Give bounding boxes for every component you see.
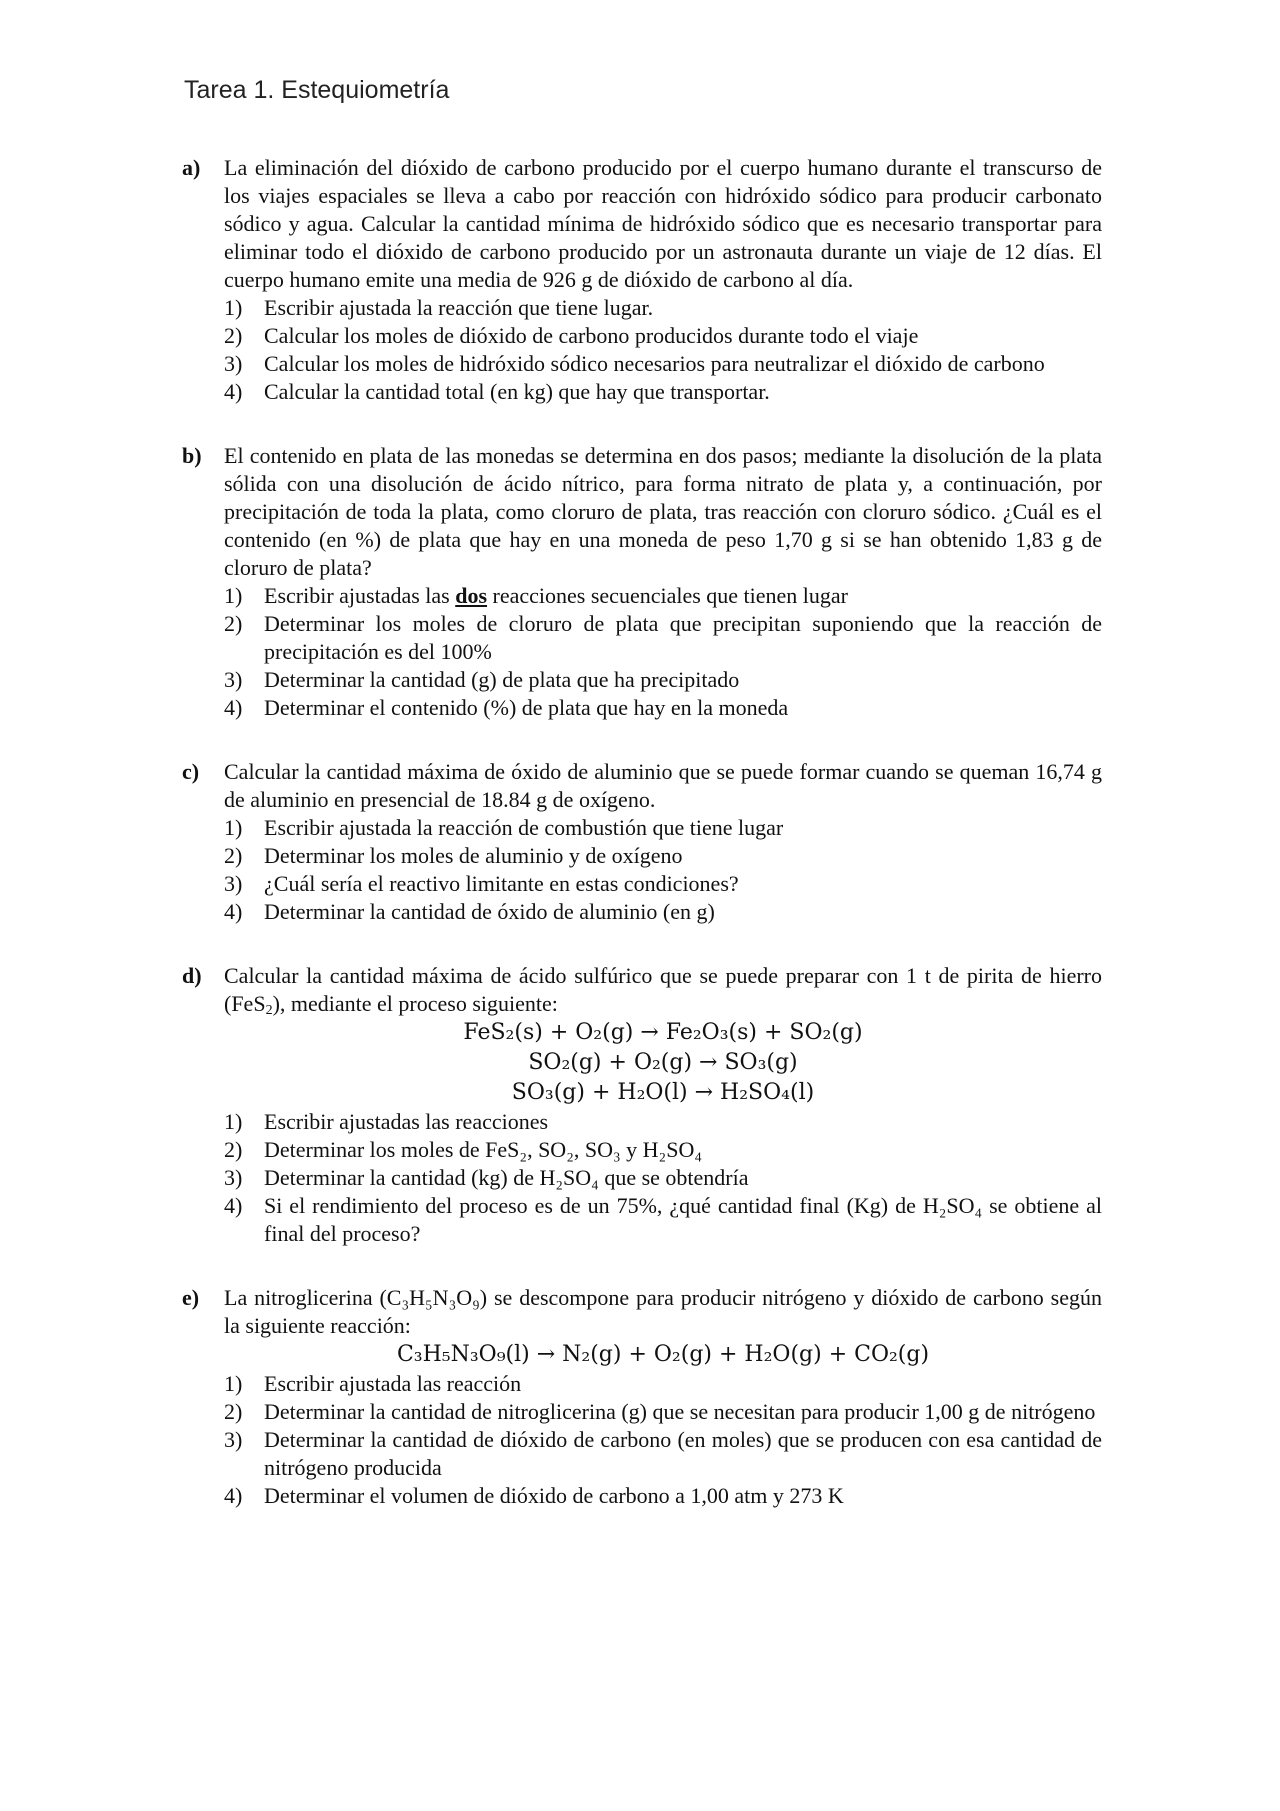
step-item bbox=[224, 842, 1102, 870]
problem-list bbox=[182, 154, 1102, 1546]
problem-statement: La eliminación del dióxido de carbono producido por el cuerpo humano durante el transcurso de los viajes espaciales se lleva a cabo por reacción con hidróxido sódico para producir carbonato sódico y agua. Calcular la cantidad mínima de hidróxido sódico que es necesario transportar para eliminar todo el dióxido de carbono producido por un astronauta durante un viaje de 12 días. El cuerpo humano emite una media de 926 g de dióxido de carbono al día. bbox=[224, 155, 1102, 292]
step-text: Calcular los moles de hidróxido sódico necesarios para neutralizar el dióxido de carbono bbox=[264, 351, 1045, 376]
step-text: Determinar el contenido (%) de plata que hay en la moneda bbox=[264, 695, 789, 720]
step-number: 1) bbox=[224, 815, 243, 840]
step-text: Determinar el volumen de dióxido de carbono a 1,00 atm y 273 K bbox=[264, 1483, 844, 1508]
step-item bbox=[224, 350, 1102, 378]
step-number: 3) bbox=[224, 351, 243, 376]
statement-post: ), mediante el proceso siguiente: bbox=[272, 991, 558, 1016]
emphasis-dos: dos bbox=[455, 583, 488, 608]
step-item bbox=[224, 898, 1102, 926]
step-item bbox=[224, 378, 1102, 406]
step-item bbox=[224, 1426, 1102, 1482]
step-text-post: reacciones secuenciales que tienen lugar bbox=[487, 583, 849, 608]
step-number: 4) bbox=[224, 1193, 243, 1218]
problem-e bbox=[182, 1284, 1102, 1510]
step-number: 2) bbox=[224, 1399, 243, 1424]
step-number: 4) bbox=[224, 1483, 243, 1508]
step-item bbox=[224, 814, 1102, 842]
step-text: Determinar los moles de cloruro de plata que precipitan suponiendo que la reacción de precipitación es del 100% bbox=[264, 611, 1102, 664]
step-item bbox=[224, 666, 1102, 694]
problem-letter: e) bbox=[182, 1285, 200, 1310]
step-number: 3) bbox=[224, 667, 243, 692]
step-text: Determinar la cantidad (g) de plata que ha precipitado bbox=[264, 667, 740, 692]
step-number: 3) bbox=[224, 1165, 243, 1190]
step-number: 3) bbox=[224, 1427, 243, 1452]
step-text: Escribir ajustada la reacción de combustión que tiene lugar bbox=[264, 815, 784, 840]
equation-so3-hydration: SO₃(g) + H₂O(l) → H₂SO₄(l) bbox=[511, 1080, 815, 1105]
step-text: Determinar los moles de FeS₂, SO₂, SO₃ y H₂SO₄ bbox=[264, 1137, 703, 1162]
step-number: 1) bbox=[224, 1371, 243, 1396]
step-text: Determinar la cantidad de óxido de aluminio (en g) bbox=[264, 899, 715, 924]
problem-statement bbox=[224, 962, 1102, 1018]
step-number: 1) bbox=[224, 1109, 243, 1134]
statement-subscript: 2 bbox=[265, 1003, 273, 1018]
step-item bbox=[224, 870, 1102, 898]
step-number: 1) bbox=[224, 295, 243, 320]
step-number: 4) bbox=[224, 379, 243, 404]
step-item bbox=[224, 1192, 1102, 1248]
problem-letter: d) bbox=[182, 963, 202, 988]
step-text: Determinar la cantidad (kg) de H₂SO₄ que se obtendría bbox=[264, 1165, 749, 1190]
step-number: 2) bbox=[224, 1137, 243, 1162]
step-item bbox=[224, 1108, 1102, 1136]
step-item bbox=[224, 1164, 1102, 1192]
step-item bbox=[224, 1398, 1102, 1426]
problem-c bbox=[182, 758, 1102, 926]
problem-statement: El contenido en plata de las monedas se determina en dos pasos; mediante la disolución de la plata sólida con una disolución de ácido nítrico, para forma nitrato de plata y, a continuación, por precipitación de toda la plata, como cloruro de plata, tras reacción con cloruro sódico. ¿Cuál es el contenido (en %) de plata que hay en una moneda de peso 1,70 g si se han obtenido 1,83 g de cloruro de plata? bbox=[224, 443, 1102, 580]
step-number: 1) bbox=[224, 583, 243, 608]
step-text: Determinar la cantidad de dióxido de carbono (en moles) que se producen con esa cantidad de nitrógeno producida bbox=[264, 1427, 1102, 1480]
problem-b bbox=[182, 442, 1102, 722]
step-item bbox=[224, 582, 1102, 610]
step-number: 2) bbox=[224, 611, 243, 636]
step-item bbox=[224, 294, 1102, 322]
page-title: Tarea 1. Estequiometría bbox=[184, 76, 450, 104]
step-number: 2) bbox=[224, 323, 243, 348]
problem-letter: c) bbox=[182, 759, 200, 784]
step-text: Escribir ajustada la reacción que tiene lugar. bbox=[264, 295, 654, 320]
step-text: Determinar los moles de aluminio y de oxígeno bbox=[264, 843, 683, 868]
step-text: Escribir ajustada las reacción bbox=[264, 1371, 522, 1396]
step-text: Calcular los moles de dióxido de carbono producidos durante todo el viaje bbox=[264, 323, 919, 348]
problem-d bbox=[182, 962, 1102, 1248]
problem-letter: b) bbox=[182, 443, 202, 468]
step-item bbox=[224, 610, 1102, 666]
problem-statement: Calcular la cantidad máxima de óxido de aluminio que se puede formar cuando se queman 16,74 g de aluminio en presencial de 18.84 g de oxígeno. bbox=[224, 759, 1102, 812]
problem-statement: La nitroglicerina (C₃H₅N₃O₉) se descompone para producir nitrógeno y dióxido de carbono según la siguiente reacción: bbox=[224, 1285, 1102, 1338]
step-list bbox=[224, 1370, 1102, 1510]
step-number: 4) bbox=[224, 695, 243, 720]
step-item bbox=[224, 1136, 1102, 1164]
step-list bbox=[224, 814, 1102, 926]
equation-nitroglycerin-decomposition: C₃H₅N₃O₉(l) → N₂(g) + O₂(g) + H₂O(g) + CO₂(g) bbox=[396, 1342, 930, 1367]
statement-pre: Calcular la cantidad máxima de ácido sulfúrico que se puede preparar con 1 t de pirita de hierro (FeS bbox=[224, 963, 1102, 1016]
step-text-pre: Escribir ajustadas las bbox=[264, 583, 456, 608]
step-list bbox=[224, 294, 1102, 406]
problem-a bbox=[182, 154, 1102, 406]
step-text: Calcular la cantidad total (en kg) que hay que transportar. bbox=[264, 379, 770, 404]
step-text: Determinar la cantidad de nitroglicerina (g) que se necesitan para producir 1,00 g de nitrógeno bbox=[264, 1399, 1096, 1424]
step-list bbox=[224, 582, 1102, 722]
equation-fes2-oxidation: FeS₂(s) + O₂(g) → Fe₂O₃(s) + SO₂(g) bbox=[463, 1020, 863, 1045]
problem-letter: a) bbox=[182, 155, 201, 180]
step-list bbox=[224, 1108, 1102, 1248]
step-item bbox=[224, 1370, 1102, 1398]
step-number: 2) bbox=[224, 843, 243, 868]
step-item bbox=[224, 1482, 1102, 1510]
step-text: ¿Cuál sería el reactivo limitante en estas condiciones? bbox=[264, 871, 739, 896]
equation-so2-oxidation: SO₂(g) + O₂(g) → SO₃(g) bbox=[528, 1050, 798, 1075]
step-item bbox=[224, 322, 1102, 350]
step-number: 3) bbox=[224, 871, 243, 896]
step-text: Escribir ajustadas las reacciones bbox=[264, 1109, 549, 1134]
step-number: 4) bbox=[224, 899, 243, 924]
step-item bbox=[224, 694, 1102, 722]
step-text: Si el rendimiento del proceso es de un 75%, ¿qué cantidad final (Kg) de H₂SO₄ se obtiene al final del proceso? bbox=[264, 1193, 1102, 1246]
